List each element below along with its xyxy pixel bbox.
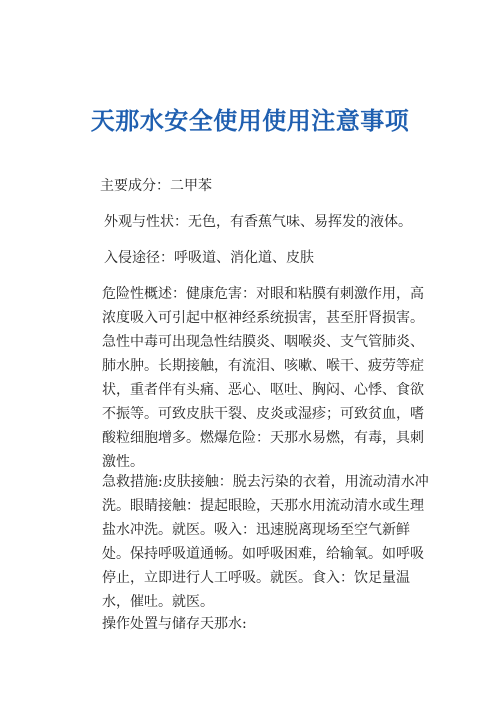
appearance-line — [0, 212, 500, 232]
handling-storage-line — [0, 614, 500, 634]
first-aid-paragraph — [74, 470, 436, 614]
hazard-overview-text: 危险性概述：健康危害：对眼和粘膜有刺激作用，高浓度吸入可引起中枢神经系统损害，甚至肝肾损害。急性中毒可出现急性结膜炎、咽喉炎、支气管肺炎、肺水肿。长期接触，有流泪、咳嗽、喉干、疲劳等症状，重者伴有头痛、恶心、呕吐、胸闷、心悸、食欲不振等。可致皮肤干裂、皮炎或湿疹；可致贫血，嗜酸粒细胞增多。燃爆危险：天那水易燃，有毒，具刺激性。 — [102, 286, 424, 470]
main-component-line — [0, 176, 500, 196]
hazard-overview-paragraph — [74, 282, 436, 474]
intrusion-route-line — [0, 248, 500, 268]
handling-storage-text: 操作处置与储存天那水: — [102, 616, 247, 632]
document-title: 天那水安全使用使用注意事项 — [90, 107, 410, 135]
intrusion-route-text: 入侵途径：呼吸道、消化道、皮肤 — [104, 250, 314, 266]
main-component-text: 主要成分：二甲苯 — [100, 178, 212, 194]
appearance-text: 外观与性状：无色，有香蕉气味、易挥发的液体。 — [104, 214, 412, 230]
first-aid-text: 急救措施:皮肤接触：脱去污染的衣着，用流动清水冲洗。眼睛接触：提起眼睑，天那水用流动清水或生理盐水冲洗。就医。吸入：迅速脱离现场至空气新鲜处。保持呼吸道通畅。如呼吸困难，给输氧。如呼吸停止，立即进行人工呼吸。就医。食入：饮足量温水，催吐。就医。 — [102, 474, 429, 610]
